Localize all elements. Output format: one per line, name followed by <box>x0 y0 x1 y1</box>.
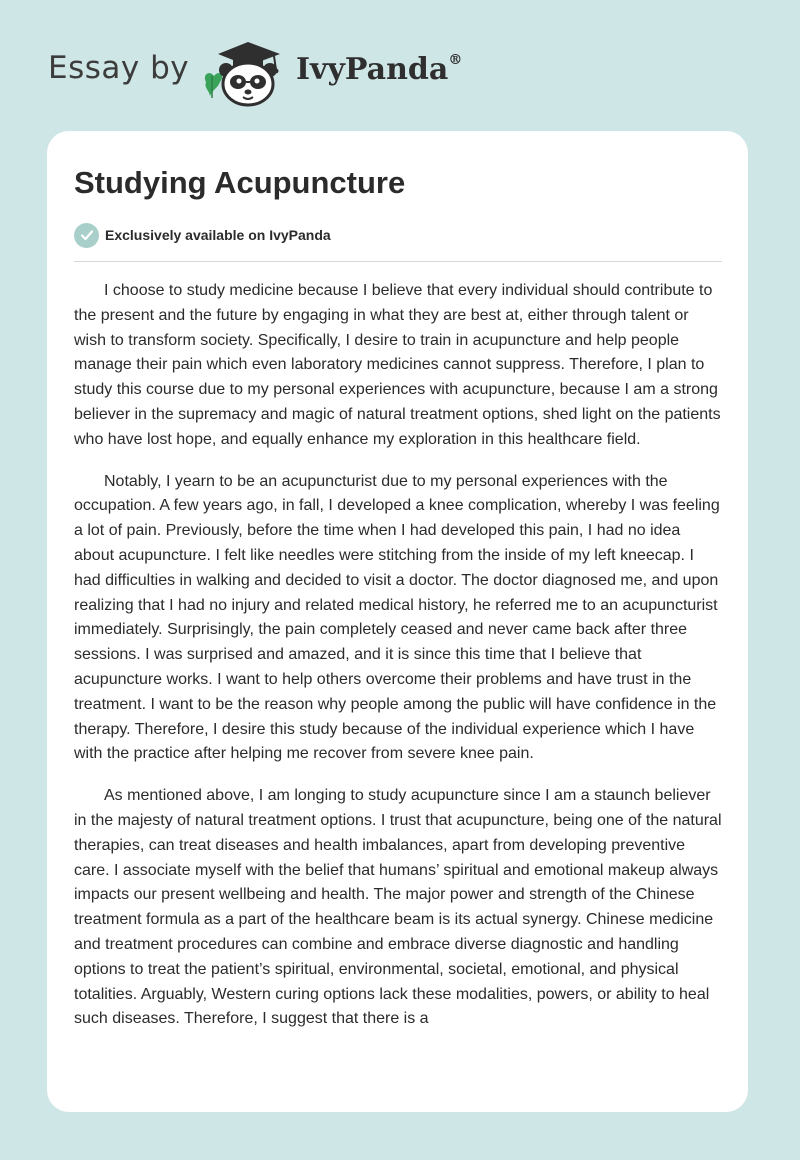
paragraph: I choose to study medicine because I believe that every individual should contribute to the present and the future by engaging in what they are best at, either through talent or wish to transform society. Specifically, I desire to train in acupuncture and help people manage their pain which even laboratory medicines cannot suppress. Therefore, I plan to study this course due to my personal experiences with acupuncture, because I am a strong believer in the supremacy and magic of natural treatment options, shed light on the patients who have lost hope, and equally enhance my exploration in this healthcare field. <box>74 282 721 448</box>
exclusive-badge-label: Exclusively available on IvyPanda <box>105 227 331 243</box>
divider <box>74 261 722 262</box>
brand-text: IvyPanda <box>296 52 449 87</box>
essay-by-label: Essay by <box>48 50 190 86</box>
site-header <box>0 0 800 130</box>
exclusive-badge <box>74 222 331 248</box>
article-card <box>47 131 748 1112</box>
brand-name[interactable] <box>296 52 462 87</box>
article-body <box>74 279 724 1049</box>
panda-logo-icon[interactable] <box>200 36 292 108</box>
check-icon <box>74 223 99 248</box>
page-title: Studying Acupuncture <box>74 165 406 200</box>
registered-mark: ® <box>448 52 463 68</box>
paragraph: Notably, I yearn to be an acupuncturist due to my personal experiences with the occupation. A few years ago, in fall, I developed a knee complication, whereby I was feeling a lot of pain. Previously, before the time when I had developed this pain, I had no idea about acupuncture. I felt like needles were stitching from the inside of my left kneecap. I had difficulties in walking and decided to visit a doctor. The doctor diagnosed me, and upon realizing that I had no injury and related medical history, he referred me to an acupuncturist immediately. Surprisingly, the pain completely ceased and never came back after three sessions. I was surprised and amazed, and it is since this time that I believe that acupuncture works. I want to help others overcome their problems and have trust in the treatment. I want to be the reason why people among the public will have confidence in the therapy. Therefore, I desire this study because of the individual experience which I have with the practice after helping me recover from severe knee pain. <box>74 472 720 763</box>
paragraph: As mentioned above, I am longing to study acupuncture since I am a staunch believer in the majesty of natural treatment options. I trust that acupuncture, being one of the natural therapies, can treat diseases and health imbalances, apart from developing preventive care. I associate myself with the belief that humans’ spiritual and emotional makeup always impacts our present wellbeing and health. The major power and strength of the Chinese treatment formula as a part of the healthcare beam is its actual synergy. Chinese medicine and treatment procedures can combine and embrace diverse diagnostic and handling options to treat the patient’s spiritual, environmental, societal, emotional, and physical totalities. Arguably, Western curing options lack these modalities, powers, or ability to heal such diseases. Therefore, I suggest that there is a <box>74 787 722 1028</box>
